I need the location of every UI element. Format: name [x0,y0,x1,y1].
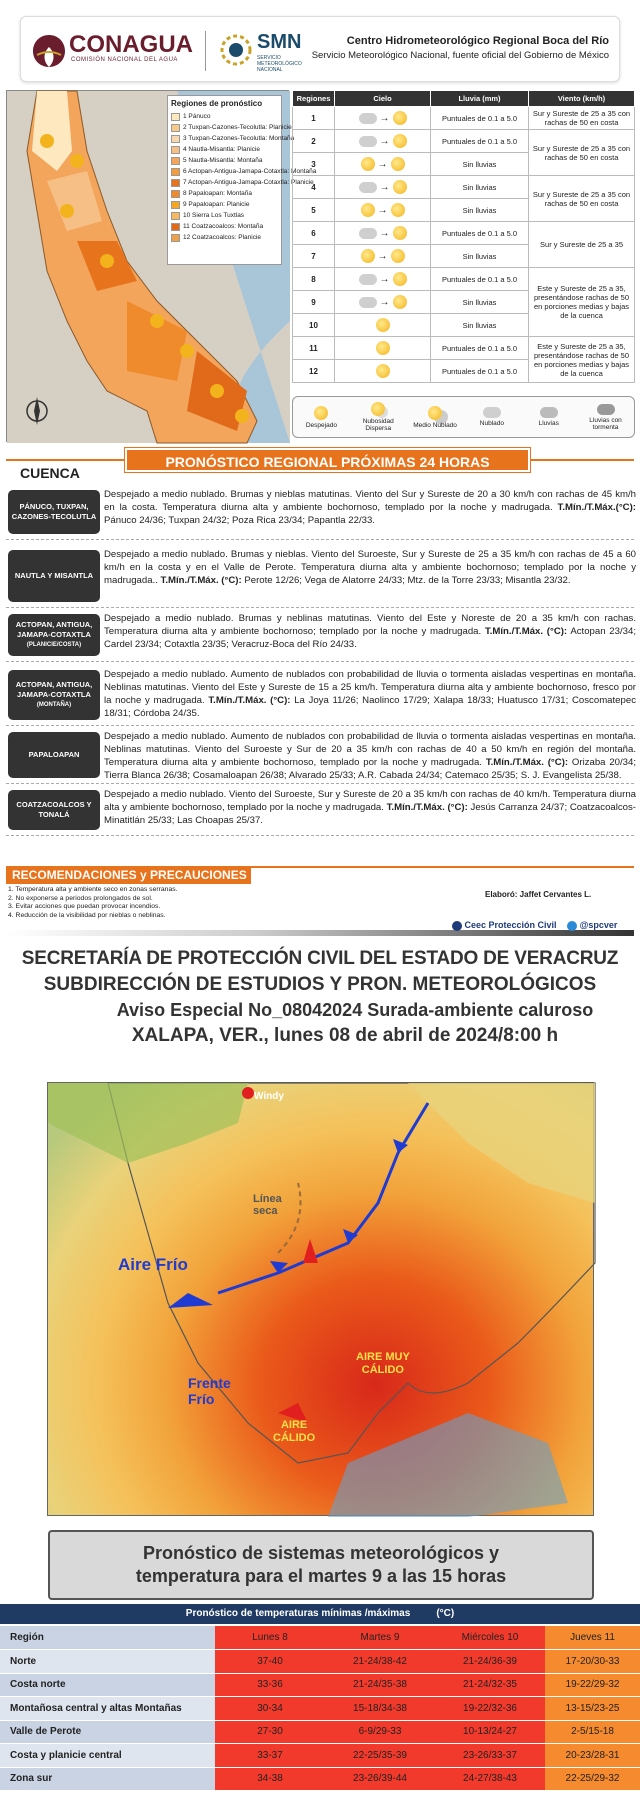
basin-divider [6,725,634,726]
table-row [293,107,635,130]
regions-map [6,90,317,442]
basin-forecast-text: Despejado a medio nublado. Aumento de nublados con probabilidad de lluvia o tormenta aisladas vespertinas en montaña. Neblinas matutinas. Viento del Suroeste y Sur de 20 a 35 km/h con rachas de 40 a 50 km/h en región del montaña. Temperatura diurna alta y ambiente bochornoso, templado por la noche y madrugada. T.Mín./T.Máx. (°C): Orizaba 20/34; Tierra Blanca 26/38; Cosamaloapan 26/38; Alvarado 25/33; A.R. Cabada 24/34; Catemaco 25/35; S. J. Evangelista 25/38. [104,731,636,781]
sun-icon [391,203,405,217]
regions-forecast-table [292,90,635,383]
legend-swatch [171,201,180,209]
legend-label: 5 Nautla-Misantla: Montaña [183,157,263,164]
temperature-cell: 21-24/38-42 [325,1650,435,1674]
rain-cell: Sin lluvias [431,199,529,222]
arrow-right-icon: → [379,273,390,285]
basin-label: NAUTLA Y MISANTLA [8,550,100,602]
arrow-right-icon: → [379,135,390,147]
legend-item [171,122,292,133]
temperature-cell: 23-26/33-37 [435,1744,545,1768]
sky-cell [335,107,431,130]
recommendations-list [8,886,178,920]
basin-forecast-text: Despejado a medio nublado. Aumento de nublados con probabilidad de lluvia o tormenta aisladas vespertinas en montaña. Neblinas matutinas. Viento del Este y Sureste de 15 a 25 km/h. Temperatura diurna alta y ambiente bochornoso, fresco por la noche y madrugada. T.Mín./T.Máx. (°C): La Joya 11/26; Naolinco 17/29; Xalapa 18/33; Huatusco 17/31; Coscomatepec 18/31; Córdoba 24/35. [104,669,636,719]
rain-cell: Puntuales de 0.1 a 5.0 [431,268,529,291]
region-name: Costa norte [0,1673,215,1697]
temperature-cell: 21-24/36-39 [435,1650,545,1674]
legend-swatch [171,157,180,165]
rain-cell: Sin lluvias [431,291,529,314]
caption-line-1: Pronóstico de sistemas meteorológicos y [142,1543,500,1563]
arrow-right-icon: → [379,227,390,239]
legend-label: 10 Sierra Los Tuxtlas [183,212,245,219]
table-header: Viento (km/h) [529,91,635,107]
facebook-icon [452,921,462,931]
smn-wordmark: SMN [257,31,302,53]
twitter-handle: @spcver [579,920,618,930]
sky-icon-legend [292,396,635,438]
cuenca-heading: CUENCA [20,465,80,481]
sky-cell [335,176,431,199]
legend-swatch [171,135,180,143]
rain-cell: Sin lluvias [431,153,529,176]
legend-swatch [171,146,180,154]
arrow-right-icon: → [377,158,388,170]
legend-swatch [171,190,180,198]
arrow-right-icon: → [379,112,390,124]
header-bar [20,16,620,82]
temperature-cell: 10-13/24-27 [435,1720,545,1744]
table-header: Lluvia (mm) [431,91,529,107]
basin-divider [6,835,634,836]
sky-icon [361,203,375,217]
notice-line-3: Aviso Especial No_08042024 Surada-ambiente caluroso [116,1000,594,1020]
temperature-cell: 23-26/39-44 [325,1767,435,1791]
temperature-cell: 20-23/28-31 [545,1744,640,1768]
sun-icon [376,341,390,355]
temperature-cell: 15-18/34-38 [325,1697,435,1721]
arrow-right-icon: → [379,181,390,193]
rain-cell: Sin lluvias [431,245,529,268]
table-header: Región [0,1626,215,1650]
sun-icon [393,111,407,125]
recommendations-heading: RECOMENDACIONES y PRECAUCIONES [6,866,251,884]
temperature-cell: 19-22/32-36 [435,1697,545,1721]
table-row [0,1744,640,1768]
notice-line-1: SECRETARÍA DE PROTECCIÓN CIVIL DEL ESTADO DE VERACRUZ [21,948,619,969]
sky-cell [335,245,431,268]
sky-cell [335,360,431,383]
legend-item: Nubosidad Dispersa [355,402,401,432]
rain-icon [540,407,558,418]
region-name: Zona sur [0,1767,215,1791]
region-name: Montañosa central y altas Montañas [0,1697,215,1721]
legend-label: 6 Actopan-Antigua-Jamapa-Cotaxtla: Montaña [183,168,317,175]
temperature-cell: 17-20/30-33 [545,1650,640,1674]
legend-item: Despejado [298,406,344,429]
legend-swatch [171,168,180,176]
social-handles [452,920,617,931]
frente-frio-label: Frente Frío [188,1375,231,1407]
aire-muy-calido-label: AIRE MUY CÁLIDO [356,1351,410,1376]
legend-item [171,232,278,243]
sun-icon [393,180,407,194]
table-header: Cielo [335,91,431,107]
header-subtitle: Servicio Meteorológico Nacional, fuente oficial del Gobierno de México [311,50,609,61]
table-header: Jueves 11 [545,1626,640,1650]
temperature-table [0,1626,640,1791]
header-divider [205,31,206,71]
table-row [293,176,635,199]
temperature-cell: 19-22/29-32 [545,1673,640,1697]
table-row [0,1650,640,1674]
wind-cell: Sur y Sureste de 25 a 35 con rachas de 50 en costa [529,130,635,176]
special-notice-header [0,940,640,1047]
table-row [293,222,635,245]
footer-stripe [6,930,634,936]
weather-map-graphic [48,1083,595,1517]
legend-swatch [171,223,180,231]
rain-cell: Puntuales de 0.1 a 5.0 [431,337,529,360]
sky-cell [335,337,431,360]
sky-cell [335,291,431,314]
table-header: Martes 9 [325,1626,435,1650]
legend-label: 9 Papaloapan: Planicie [183,201,250,208]
cloudy-icon [483,407,501,418]
basin-forecast-text: Despejado a medio nublado. Brumas y neblinas matutinas. Viento del Este y Noreste de 20 a 35 km/h con rachas. Temperatura diurna alta y ambiente bochornoso; templado por la noche y madrugada. T.Mín./T.Máx. (°C): Actopan 23/34; Cardel 23/34; Cotaxtla 23/35; Veracruz-Boca del Río 24/33. [104,613,636,650]
region-number: 8 [293,268,335,291]
aire-calido-label: AIRE CÁLIDO [273,1419,316,1444]
region-number: 6 [293,222,335,245]
legend-swatch [171,179,180,187]
basin-label: PAPALOAPAN [8,732,100,778]
sun-icon [391,249,405,263]
sky-cell [335,130,431,153]
arrow-right-icon: → [379,296,390,308]
legend-label: 4 Nautla-Misantla: Planicie [183,146,260,153]
temperature-cell: 22-25/29-32 [545,1767,640,1791]
temperature-cell: 24-27/38-43 [435,1767,545,1791]
sky-cell [335,268,431,291]
notice-line-4: XALAPA, VER., lunes 08 de abril de 2024/8:00 h [131,1025,559,1046]
basin-divider [6,783,634,784]
basin-label: ACTOPAN, ANTIGUA, JAMAPA-COTAXTLA (MONTAÑA) [8,670,100,720]
basin-forecast-text: Despejado a medio nublado. Brumas y nieblas matutinas. Viento del Sur y Sureste de 20 a 30 km/h con rachas de 45 km/h en la costa. Temperatura diurna alta y ambiente bochornoso, templado por la noche y madrugada. T.Mín./T.Máx.(°C): Pánuco 24/36; Tuxpan 24/32; Poza Rica 23/34; Papantla 22/33. [104,489,636,526]
region-name: Valle de Perote [0,1720,215,1744]
legend-item [171,166,317,177]
table-row [0,1767,640,1791]
table-row [293,268,635,291]
weather-systems-map [47,1082,594,1516]
temperature-cell: 6-9/29-33 [325,1720,435,1744]
linea-seca-label: Línea seca [253,1193,282,1217]
legend-label: 11 Coatzacoalcos: Montaña [183,223,264,230]
table-header: Lunes 8 [215,1626,325,1650]
aire-frio-label: Aire Frío [118,1255,188,1274]
prepared-by: Elaboró: Jaffet Cervantes L. [485,890,592,899]
legend-swatch [171,212,180,220]
legend-label: 7 Actopan-Antigua-Jamapa-Cotaxtla: Planicie [183,179,314,186]
sky-icon [359,182,377,193]
caption-line-2: temperatura para el martes 9 a las 15 horas [135,1566,507,1586]
temperature-cell: 37-40 [215,1650,325,1674]
region-number: 5 [293,199,335,222]
sky-icon [359,297,377,308]
table-row [0,1673,640,1697]
temperature-cell: 21-24/35-38 [325,1673,435,1697]
legend-item [171,111,278,122]
legend-swatch [171,113,180,121]
region-name: Costa y planicie central [0,1744,215,1768]
temperature-table-title: Pronóstico de temperaturas mínimas /máximas (°C) [0,1604,640,1624]
legend-label: 1 Pánuco [183,113,211,120]
legend-label: 3 Tuxpan-Cazones-Tecolutla: Montaña [183,135,295,142]
sky-icon [361,157,375,171]
temperature-cell: 30-34 [215,1697,325,1721]
temperature-cell: 34-38 [215,1767,325,1791]
sun-icon [393,272,407,286]
legend-swatch [171,234,180,242]
sun-icon [376,364,390,378]
map-legend-title: Regiones de pronóstico [171,99,263,108]
legend-item [171,155,278,166]
legend-item [171,221,278,232]
region-name: Norte [0,1650,215,1674]
legend-item: Nublado [469,407,515,427]
legend-item [171,188,278,199]
region-number: 1 [293,107,335,130]
legend-label: 2 Tuxpan-Cazones-Tecolutla: Planicie [183,124,292,131]
rain-cell: Puntuales de 0.1 a 5.0 [431,360,529,383]
temperature-cell: 21-24/32-35 [435,1673,545,1697]
windy-watermark: Windy [254,1091,284,1102]
temperature-cell: 13-15/23-25 [545,1697,640,1721]
sky-cell [335,222,431,245]
list-item: 3. Evitar acciones que puedan provocar incendios. [8,903,161,910]
legend-item [171,144,278,155]
region-number: 11 [293,337,335,360]
legend-item: Lluvias [526,407,572,427]
rain-cell: Puntuales de 0.1 a 5.0 [431,222,529,245]
arrow-right-icon: → [377,204,388,216]
basin-divider [6,607,634,608]
sky-icon [359,228,377,239]
region-number: 10 [293,314,335,337]
sky-cell [335,314,431,337]
notice-line-2: SUBDIRECCIÓN DE ESTUDIOS Y PRON. METEOROLÓGICOS [43,974,597,995]
region-number: 4 [293,176,335,199]
rain-cell: Sin lluvias [431,176,529,199]
table-row [293,337,635,360]
region-number: 7 [293,245,335,268]
list-item: 1. Temperatura alta y ambiente seco en zonas serranas. [8,886,178,893]
legend-item: Lluvias con tormenta [583,404,629,431]
partly-cloudy-icon [428,406,442,420]
temperature-cell: 33-36 [215,1673,325,1697]
facebook-handle: Ceec Protección Civil [464,920,557,930]
legend-item: Medio Nublado [412,406,458,429]
basin-label: PÁNUCO, TUXPAN, CAZONES-TECOLUTLA [8,490,100,534]
conagua-logo-icon [29,31,69,71]
sky-icon [359,113,377,124]
table-row [0,1697,640,1721]
wind-cell: Este y Sureste de 25 a 35, presentándose rachas de 50 en porciones medias y bajas de la cuenca [529,268,635,337]
twitter-icon [567,921,577,931]
legend-swatch [171,124,180,132]
sky-cell [335,153,431,176]
arrow-right-icon: → [377,250,388,262]
thunderstorm-icon [597,404,615,415]
legend-item [171,177,314,188]
temperature-cell: 2-5/15-18 [545,1720,640,1744]
table-row [0,1626,640,1650]
list-item: 2. No exponerse a periodos prolongados de sol. [8,894,153,902]
sky-icon [359,136,377,147]
sky-icon [359,274,377,285]
rain-cell: Sin lluvias [431,314,529,337]
legend-label: 12 Coatzacoalcos: Planicie [183,234,262,241]
region-number: 9 [293,291,335,314]
sky-cell [335,199,431,222]
clear-sky-icon [314,406,328,420]
temperature-cell: 27-30 [215,1720,325,1744]
temperature-cell: 33-37 [215,1744,325,1768]
region-number: 2 [293,130,335,153]
rain-cell: Puntuales de 0.1 a 5.0 [431,130,529,153]
legend-label: 8 Papaloapan: Montaña [183,190,253,197]
basin-label: ACTOPAN, ANTIGUA, JAMAPA-COTAXTLA (PLANICIE/COSTA) [8,614,100,656]
legend-item [171,199,278,210]
table-header: Regiones [293,91,335,107]
region-number: 12 [293,360,335,383]
sun-icon [376,318,390,332]
sun-icon [393,134,407,148]
forecast-caption-box [48,1530,594,1600]
map-legend [167,95,317,265]
table-row [0,1720,640,1744]
table-row [293,130,635,153]
basin-forecast-text: Despejado a medio nublado. Brumas y nieblas. Viento del Suroeste, Sur y Sureste de 25 a 35 km/h con rachas de 45 a 60 km/h en la costa y en el Valle de Perote. Temperatura diurna alta y ambiente bochornoso; templado por la noche y madrugada.. T.Mín./T.Máx. (°C): Perote 12/26; Vega de Alatorre 24/33; Mtz. de la Torre 23/33; Misantla 23/32. [104,549,636,586]
temperature-cell: 22-25/35-39 [325,1744,435,1768]
basin-divider [6,539,634,540]
wind-cell: Sur y Sureste de 25 a 35 con rachas de 50 en costa [529,176,635,222]
basin-label: COATZACOALCOS Y TONALÁ [8,790,100,830]
sun-icon [391,157,405,171]
legend-item [171,210,278,221]
conagua-subtitle: COMISIÓN NACIONAL DEL AGUA [71,57,178,63]
region-number: 3 [293,153,335,176]
wind-cell: Sur y Sureste de 25 a 35 con rachas de 50 en costa [529,107,635,130]
forecast-banner: PRONÓSTICO REGIONAL PRÓXIMAS 24 HORAS [125,448,530,472]
sky-icon [361,249,375,263]
list-item: 4. Reducción de la visibilidad por nieblas o neblinas. [8,911,166,919]
legend-item [171,133,295,144]
scattered-clouds-icon [371,402,385,416]
smn-logo-icon [217,31,255,69]
table-header: Miércoles 10 [435,1626,545,1650]
sun-icon [393,226,407,240]
conagua-wordmark: CONAGUA [69,31,193,58]
smn-subtitle: SERVICIO METEOROLÓGICO NACIONAL [257,55,302,73]
basin-divider [6,661,634,662]
wind-cell: Este y Sureste de 25 a 35, presentándose rachas de 50 en porciones medias y bajas de la cuenca [529,337,635,383]
rain-cell: Puntuales de 0.1 a 5.0 [431,107,529,130]
wind-cell: Sur y Sureste de 25 a 35 [529,222,635,268]
basin-forecast-text: Despejado a medio nublado. Viento del Suroeste, Sur y Sureste de 20 a 35 km/h con rachas de 40 km/h. Temperatura diurna alta y ambiente bochornoso, templado por la noche y madrugada. T.Mín./T.Máx. (°C): Jesús Carranza 24/37; Coatzacoalcos-Minatitlán 25/33; Las Choapas 25/37. [104,789,636,826]
header-title: Centro Hidrometeorológico Regional Boca del Río [346,35,609,47]
sun-icon [393,295,407,309]
